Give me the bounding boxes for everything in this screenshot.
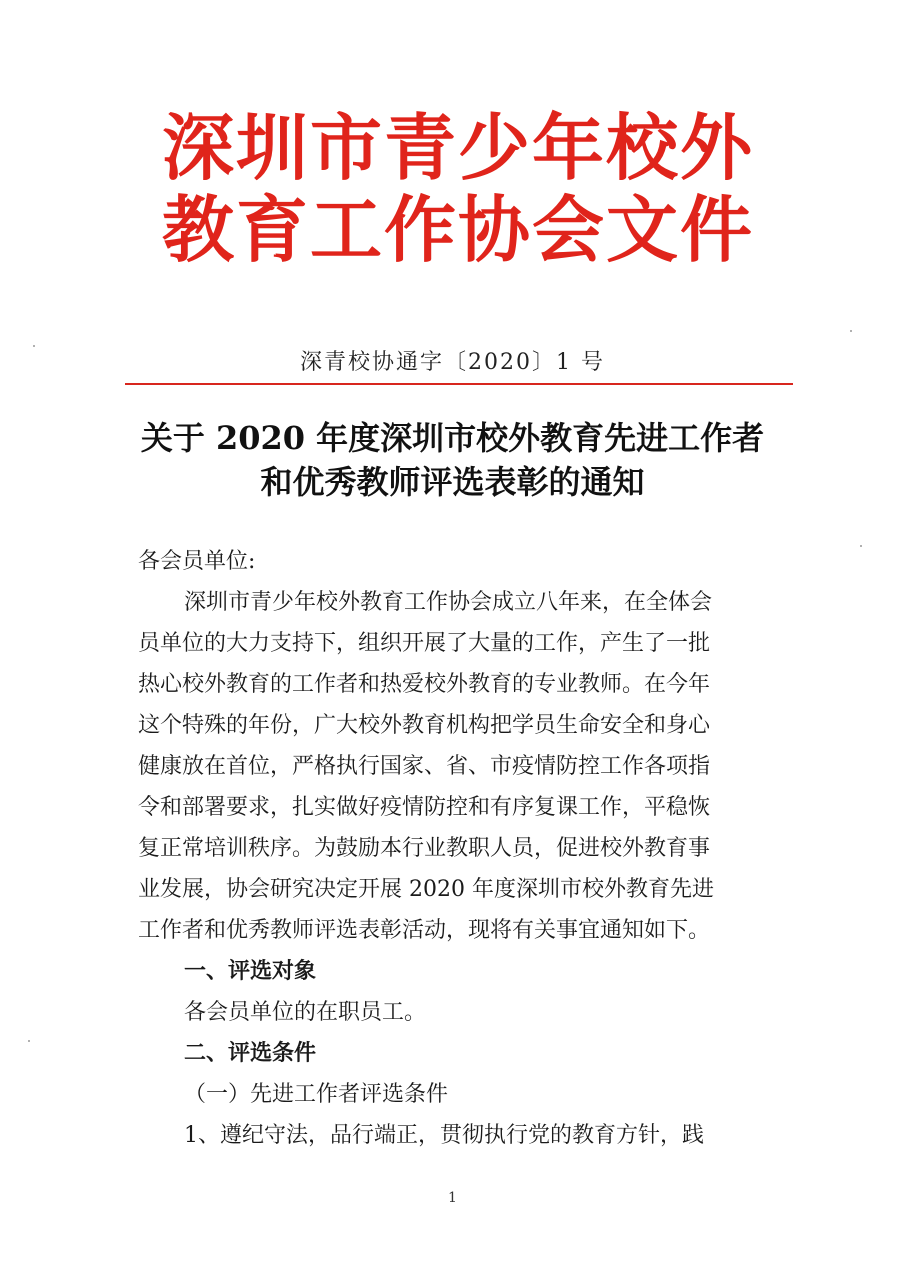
section-text-1: 各会员单位的在职员工。	[184, 1000, 427, 1025]
document-body	[138, 541, 778, 1156]
section-heading-1: 一、评选对象	[184, 959, 317, 984]
scan-speck	[33, 345, 35, 347]
letterhead-line-1: 深圳市青少年校外	[161, 106, 754, 190]
paragraph-line: 热心校外教育的工作者和热爱校外教育的专业教师。在今年	[138, 672, 711, 697]
notice-title-line-1: 关于 2020 年度深圳市校外教育先进工作者	[140, 419, 765, 457]
paragraph-line: 深圳市青少年校外教育工作协会成立八年来，在全体会	[184, 590, 713, 615]
paragraph-line: 业发展，协会研究决定开展 2020 年度深圳市校外教育先进	[138, 877, 714, 902]
red-divider	[125, 383, 793, 385]
subsection-heading-1: （一）先进工作者评选条件	[184, 1082, 449, 1107]
paragraph-line: 复正常培训秩序。为鼓励本行业教职人员，促进校外教育事	[138, 836, 711, 861]
paragraph-line: 工作者和优秀教师评选表彰活动，现将有关事宜通知如下。	[138, 918, 711, 943]
notice-title-line-2: 和优秀教师评选表彰的通知	[260, 463, 645, 501]
salutation: 各会员单位:	[138, 549, 256, 574]
letterhead-line-2: 教育工作协会文件	[161, 188, 754, 272]
paragraph-line: 健康放在首位，严格执行国家、省、市疫情防控工作各项指	[138, 754, 711, 779]
scan-speck	[860, 545, 862, 547]
section-heading-2: 二、评选条件	[184, 1041, 317, 1066]
scan-speck	[850, 330, 852, 332]
scan-speck	[28, 1040, 30, 1042]
criteria-item-1: 1、遵纪守法，品行端正，贯彻执行党的教育方针，践	[184, 1123, 704, 1148]
paragraph-line: 这个特殊的年份，广大校外教育机构把学员生命安全和身心	[138, 713, 711, 738]
page-number: 1	[448, 1190, 457, 1206]
paragraph-line: 令和部署要求，扎实做好疫情防控和有序复课工作，平稳恢	[138, 795, 711, 820]
paragraph-line: 员单位的大力支持下，组织开展了大量的工作，产生了一批	[138, 631, 711, 656]
document-number: 深青校协通字〔2020〕1 号	[300, 350, 605, 375]
